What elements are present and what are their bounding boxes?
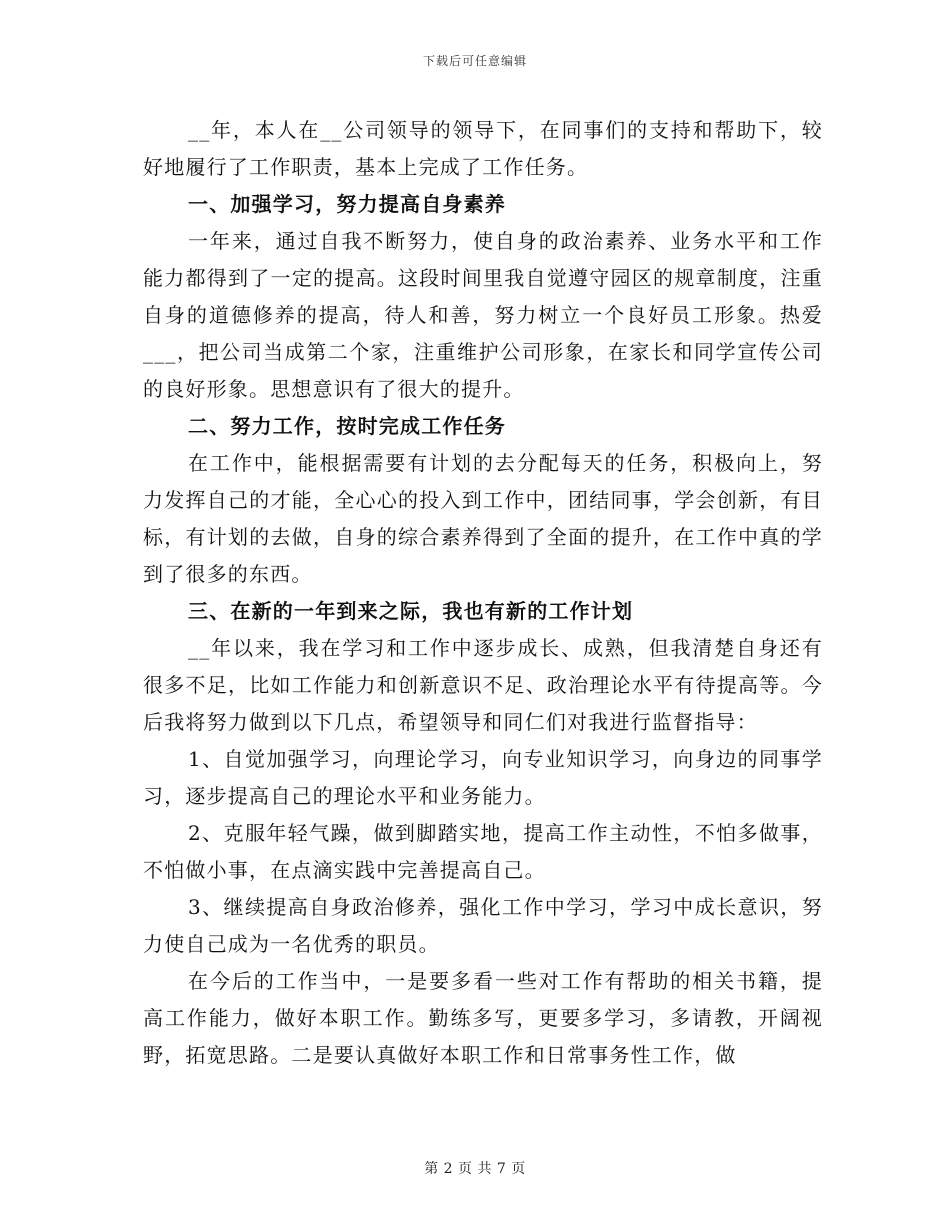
section-2-paragraph: 在工作中，能根据需要有计划的去分配每天的任务，积极向上，努力发挥自己的才能，全心心的投入到工作中，团结同事，学会创新，有目标，有计划的去做，自身的综合素养得到了全面的提升，在工作中真的学到了很多的东西。	[143, 451, 823, 586]
document-body	[143, 112, 823, 1074]
page-number-footer: 第 2 页 共 7 页	[424, 1161, 526, 1177]
section-3-paragraph: __年以来，我在学习和工作中逐步成长、成熟，但我清楚自身还有很多不足，比如工作能力和创新意识不足、政治理论水平有待提高等。今后我将努力做到以下几点，希望领导和同仁们对我进行监督指导：	[143, 636, 823, 734]
plan-item-3: 3、继续提高自身政治修养，强化工作中学习，学习中成长意识，努力使自己成为一名优秀的职员。	[143, 895, 823, 956]
intro-paragraph: __年，本人在__公司领导的领导下，在同事们的支持和帮助下，较好地履行了工作职责，基本上完成了工作任务。	[143, 118, 823, 179]
section-1-paragraph: 一年来，通过自我不断努力，使自身的政治素养、业务水平和工作能力都得到了一定的提高。这段时间里我自觉遵守园区的规章制度，注重自身的道德修养的提高，待人和善，努力树立一个良好员工形象。热爱___，把公司当成第二个家，注重维护公司形象，在家长和同学宣传公司的良好形象。思想意识有了很大的提升。	[143, 229, 823, 401]
plan-item-1: 1、自觉加强学习，向理论学习，向专业知识学习，向身边的同事学习，逐步提高自己的理论水平和业务能力。	[143, 747, 823, 808]
section-heading-2: 二、努力工作，按时完成工作任务	[188, 414, 506, 438]
section-heading-3: 三、在新的一年到来之际，我也有新的工作计划	[188, 599, 634, 623]
section-heading-1: 一、加强学习，努力提高自身素养	[188, 192, 506, 216]
closing-paragraph: 在今后的工作当中，一是要多看一些对工作有帮助的相关书籍，提高工作能力，做好本职工作。勤练多写，更要多学习，多请教，开阔视野，拓宽思路。二是要认真做好本职工作和日常事务性工作，做	[143, 969, 823, 1067]
page-header-note: 下载后可任意编辑	[422, 54, 527, 68]
plan-item-2: 2、克服年轻气躁，做到脚踏实地，提高工作主动性，不怕多做事，不怕做小事，在点滴实践中完善提高自己。	[143, 821, 823, 882]
